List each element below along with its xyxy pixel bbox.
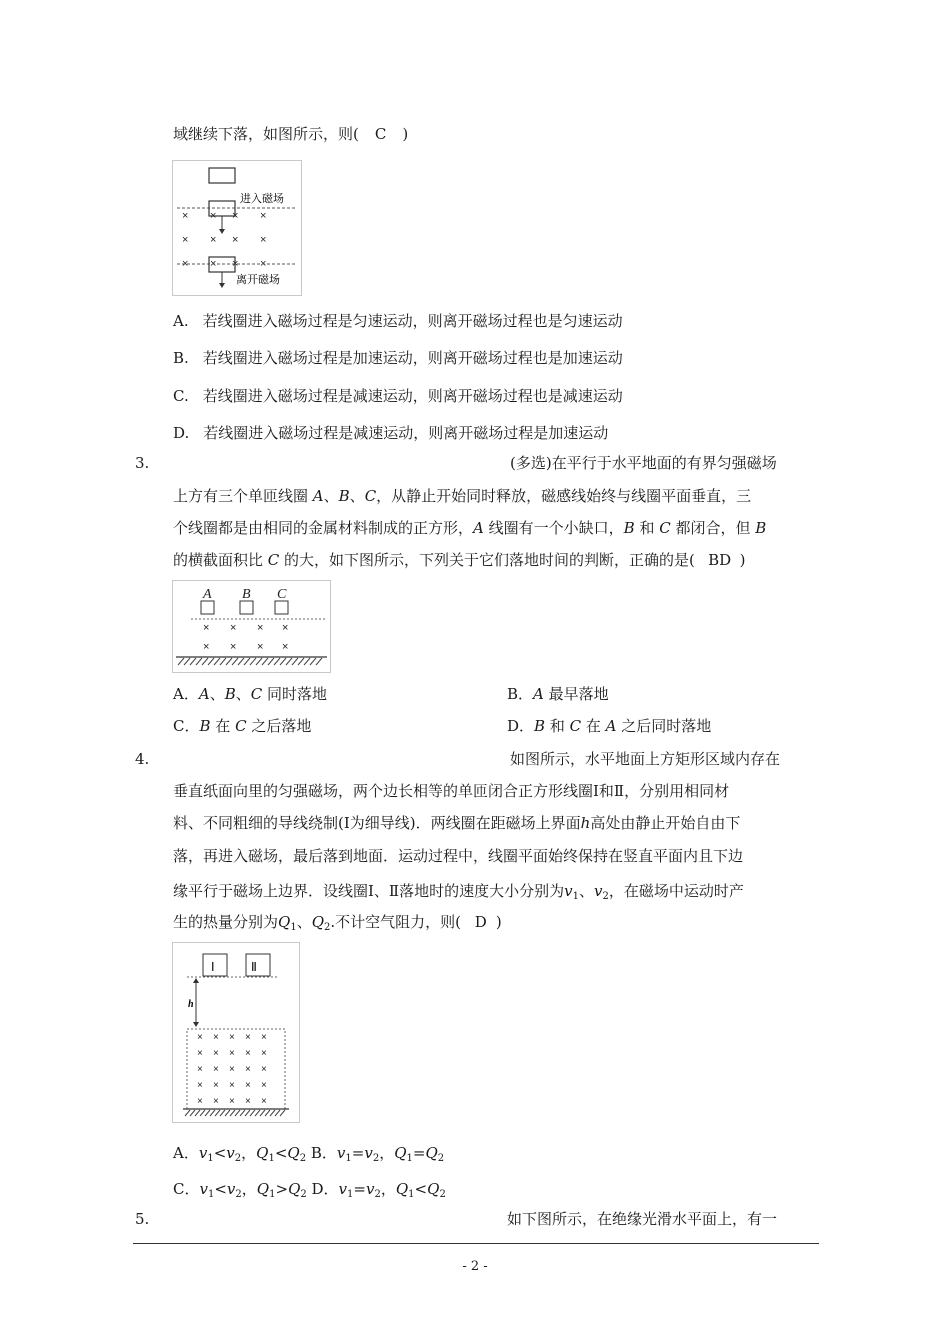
q4-options-ab: A．$v_1<v_2$，$Q_1<Q_2$ B．$v_1=v_2$，$Q_1=Q_2$ bbox=[173, 1144, 445, 1164]
svg-text:×: × bbox=[197, 1032, 203, 1043]
svg-text:×: × bbox=[261, 1032, 267, 1043]
svg-text:×: × bbox=[232, 258, 239, 270]
svg-text:×: × bbox=[210, 258, 217, 270]
svg-text:×: × bbox=[213, 1064, 219, 1075]
svg-text:×: × bbox=[260, 258, 267, 270]
enter-label: 进入磁场 bbox=[240, 193, 284, 205]
svg-text:×: × bbox=[197, 1048, 203, 1059]
q2-option-b: B. 若线圈进入磁场过程是加速运动，则离开磁场过程也是加速运动 bbox=[173, 349, 623, 367]
svg-text:×: × bbox=[260, 210, 267, 222]
svg-text:×: × bbox=[257, 622, 264, 634]
q3-figure bbox=[172, 580, 331, 673]
q3-option-a: A．A、B、C 同时落地 bbox=[173, 685, 328, 703]
svg-text:A: A bbox=[203, 587, 212, 602]
q5-number: 5. bbox=[135, 1210, 150, 1228]
svg-text:×: × bbox=[229, 1064, 235, 1075]
svg-text:×: × bbox=[182, 234, 189, 246]
svg-text:×: × bbox=[213, 1048, 219, 1059]
q4-line6: 生的热量分别为$Q_1$、$Q_2$.不计空气阻力，则( D ) bbox=[173, 913, 502, 933]
q3-number: 3. bbox=[135, 454, 150, 472]
q4-line3: 料、不同粗细的导线绕制(Ⅰ为细导线)．两线圈在距磁场上界面h高处由静止开始自由下 bbox=[173, 814, 741, 832]
q2-answer: C bbox=[374, 125, 387, 143]
leave-label: 离开磁场 bbox=[236, 274, 280, 286]
svg-text:×: × bbox=[197, 1080, 203, 1091]
svg-text:×: × bbox=[229, 1048, 235, 1059]
svg-text:×: × bbox=[245, 1048, 251, 1059]
svg-text:×: × bbox=[182, 258, 189, 270]
svg-text:×: × bbox=[245, 1080, 251, 1091]
svg-text:×: × bbox=[229, 1032, 235, 1043]
svg-text:×: × bbox=[203, 641, 210, 653]
svg-text:×: × bbox=[282, 622, 289, 634]
q2-option-c: C. 若线圈进入磁场过程是减速运动，则离开磁场过程也是减速运动 bbox=[173, 387, 623, 405]
q2-figure bbox=[172, 160, 302, 296]
svg-text:×: × bbox=[203, 622, 210, 634]
svg-text:B: B bbox=[242, 587, 251, 602]
svg-text:×: × bbox=[213, 1096, 219, 1107]
q3-option-b: B．A 最早落地 bbox=[507, 685, 609, 703]
svg-text:×: × bbox=[257, 641, 264, 653]
q4-first-line: 如图所示，水平地面上方矩形区域内存在 bbox=[510, 750, 781, 768]
svg-text:×: × bbox=[210, 210, 217, 222]
svg-text:×: × bbox=[245, 1096, 251, 1107]
svg-text:×: × bbox=[213, 1080, 219, 1091]
q3-first-line: (多选)在平行于水平地面的有界匀强磁场 bbox=[510, 454, 777, 472]
q3-line4: 的横截面积比 C 的大，如下图所示，下列关于它们落地时间的判断，正确的是( BD ) bbox=[173, 551, 746, 569]
q2-stem-tail: 域继续下落，如图所示，则( C ) bbox=[173, 125, 409, 143]
q4-number: 4. bbox=[135, 750, 150, 768]
q5-first-line: 如下图所示，在绝缘光滑水平面上，有一 bbox=[507, 1210, 778, 1228]
svg-text:×: × bbox=[261, 1096, 267, 1107]
svg-text:×: × bbox=[245, 1032, 251, 1043]
svg-text:×: × bbox=[245, 1064, 251, 1075]
q4-answer: D bbox=[474, 913, 487, 931]
svg-text:×: × bbox=[260, 234, 267, 246]
height-label: h bbox=[188, 999, 194, 1010]
svg-text:×: × bbox=[229, 1080, 235, 1091]
q4-line2: 垂直纸面向里的匀强磁场，两个边长相等的单匝闭合正方形线圈Ⅰ和Ⅱ，分别用相同材 bbox=[173, 782, 730, 800]
svg-text:×: × bbox=[210, 234, 217, 246]
svg-text:×: × bbox=[232, 210, 239, 222]
q4-line5: 缘平行于磁场上边界．设线圈Ⅰ、Ⅱ落地时的速度大小分别为$v_1$、$v_2$，在磁场中运动时产 bbox=[173, 882, 744, 902]
q3-line3: 个线圈都是由相同的金属材料制成的正方形，A 线圈有一个小缺口，B 和 C 都闭合，但 B bbox=[173, 519, 767, 537]
q4-figure bbox=[172, 942, 300, 1123]
svg-text:×: × bbox=[261, 1048, 267, 1059]
svg-text:×: × bbox=[213, 1032, 219, 1043]
svg-text:×: × bbox=[282, 641, 289, 653]
q2-option-a: A. 若线圈进入磁场过程是匀速运动，则离开磁场过程也是匀速运动 bbox=[173, 312, 623, 330]
svg-text:×: × bbox=[230, 622, 237, 634]
svg-text:×: × bbox=[261, 1064, 267, 1075]
coil-2-label: Ⅱ bbox=[251, 960, 257, 974]
svg-text:×: × bbox=[261, 1080, 267, 1091]
footer-rule bbox=[133, 1243, 819, 1244]
svg-text:C: C bbox=[277, 587, 287, 602]
svg-text:×: × bbox=[197, 1096, 203, 1107]
q3-option-d: D．B 和 C 在 A 之后同时落地 bbox=[507, 717, 712, 735]
q3-line2: 上方有三个单匝线圈 A、B、C，从静止开始同时释放，磁感线始终与线圈平面垂直，三 bbox=[173, 487, 752, 505]
q4-options-cd: C．$v_1<v_2$，$Q_1>Q_2$ D．$v_1=v_2$，$Q_1<Q_2$ bbox=[173, 1180, 446, 1200]
svg-text:×: × bbox=[232, 234, 239, 246]
coil-1-label: Ⅰ bbox=[211, 960, 215, 974]
svg-text:×: × bbox=[229, 1096, 235, 1107]
q4-line4: 落，再进入磁场，最后落到地面．运动过程中，线圈平面始终保持在竖直平面内且下边 bbox=[173, 847, 744, 865]
svg-text:×: × bbox=[182, 210, 189, 222]
page-number: - 2 - bbox=[462, 1259, 488, 1274]
svg-text:×: × bbox=[230, 641, 237, 653]
svg-text:×: × bbox=[197, 1064, 203, 1075]
q2-option-d: D. 若线圈进入磁场过程是减速运动，则离开磁场过程是加速运动 bbox=[173, 424, 609, 442]
q3-option-c: C．B 在 C 之后落地 bbox=[173, 717, 312, 735]
q3-answer: BD bbox=[708, 551, 732, 569]
